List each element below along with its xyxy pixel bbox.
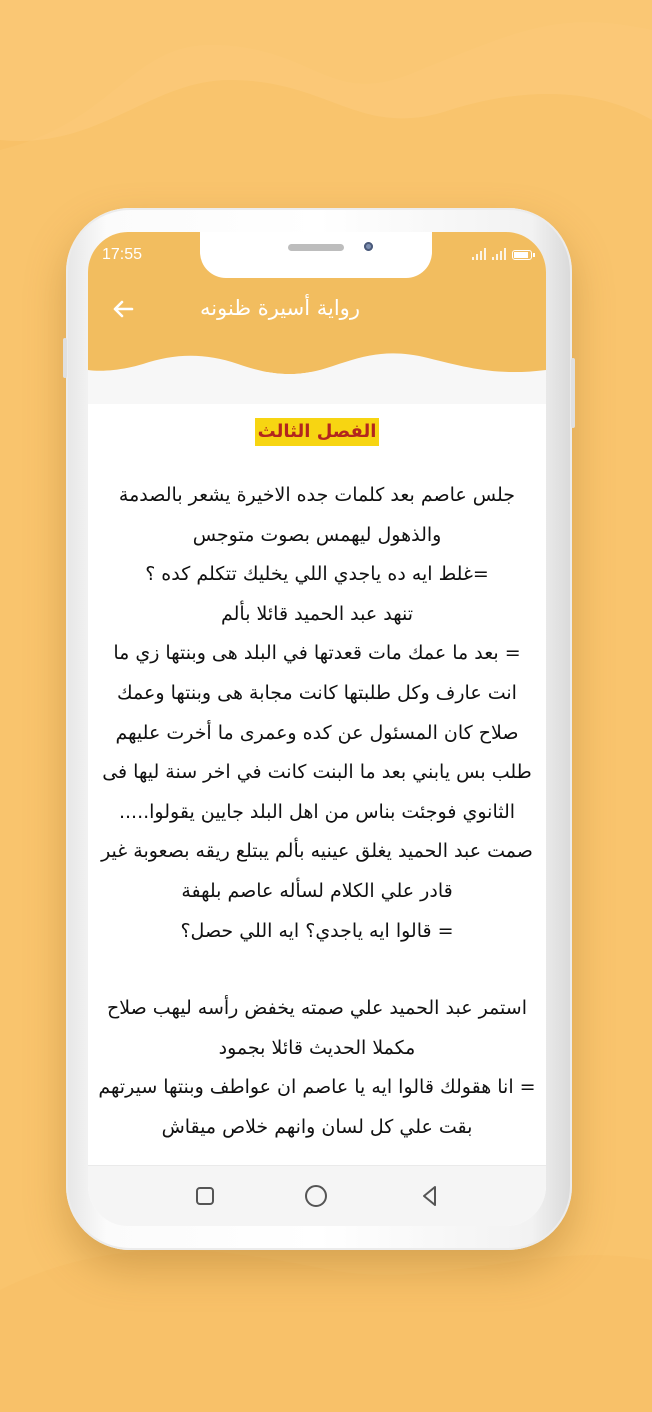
signal-icon-2 xyxy=(492,248,506,260)
arrow-left-icon xyxy=(108,294,138,324)
camera-icon xyxy=(364,242,373,251)
toolbar-title: رواية أسيرة ظنونه xyxy=(200,296,360,320)
system-nav-bar xyxy=(88,1165,546,1226)
status-time: 17:55 xyxy=(102,246,143,263)
chapter-content[interactable] xyxy=(88,404,546,1166)
chapter-title: الفصل الثالث xyxy=(255,418,380,446)
status-icons xyxy=(472,248,532,260)
power-button xyxy=(571,358,575,428)
back-button[interactable] xyxy=(108,294,138,324)
battery-icon xyxy=(512,250,532,260)
phone-notch xyxy=(200,232,432,278)
nav-back-button[interactable] xyxy=(416,1182,444,1210)
phone-frame xyxy=(66,208,572,1250)
header-wave xyxy=(88,340,546,410)
home-icon xyxy=(302,1182,330,1210)
speaker-grille xyxy=(288,244,344,251)
recent-apps-icon xyxy=(191,1182,219,1210)
story-paragraph-1: جلس عاصم بعد كلمات جده الاخيرة يشعر بالصدمة والذهول ليهمس بصوت متوجس =غلط ايه ده ياجدي اللي يخليك تتكلم كده ؟ تنهد عبد الحميد قائلا بألم = بعد ما عمك مات قعدتها في البلد هى وبنتها زي ما انت عارف وكل طلبتها كانت مجابة هى وبنتها وعمك صلاح كان المسئول عن كده وعمرى ما أخرت عليهم طلب بس يابني بعد ما البنت كانت في اخر سنة ليها فى الثانوي فوجئت بناس من اهل البلد جايين يقولوا..... صمت عبد الحميد يغلق عينيه بألم يبتلع ريقه بصعوبة غير قادر علي الكلام لسأله عاصم بلهفة = قالوا ايه ياجدي؟ ايه اللي حصل؟ xyxy=(101,484,533,942)
story-paragraph-2: استمر عبد الحميد علي صمته يخفض رأسه ليهب صلاح مكملا الحديث قائلا بجمود = انا هقولك قالوا ايه يا عاصم ان عواطف وبنتها سيرتهم بقت علي كل لسان وانهم خلاص ميقاش xyxy=(98,997,536,1138)
volume-button xyxy=(63,338,67,378)
signal-icon xyxy=(472,248,486,260)
recent-apps-button[interactable] xyxy=(191,1182,219,1210)
home-button[interactable] xyxy=(302,1182,330,1210)
back-triangle-icon xyxy=(416,1182,444,1210)
phone-screen xyxy=(88,232,546,1226)
